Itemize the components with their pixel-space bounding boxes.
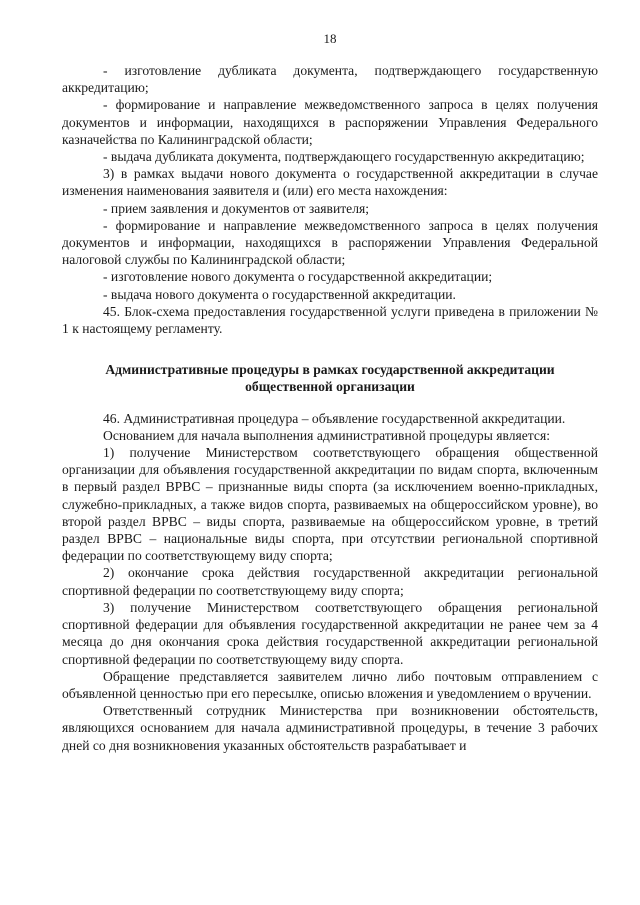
paragraph: 2) окончание срока действия государственной аккредитации региональной спортивной федерации по соответствующему виду спорта;	[62, 565, 598, 598]
paragraph: - формирование и направление межведомственного запроса в целях получения документов и информации, находящихся в распоряжении Управления Федеральной налоговой службы по Калининградской области;	[62, 217, 598, 268]
paragraph: 3) получение Министерством соответствующего обращения региональной спортивной федерации для объявления государственной аккредитации не ранее чем за 4 месяца до дня окончания срока действия государственной аккредитации региональной спортивной федерации по соответствующему виду спорта.	[62, 599, 598, 667]
section-heading: Административные процедуры в рамках государственной аккредитации общественной организации	[105, 362, 555, 395]
paragraph: Ответственный сотрудник Министерства при возникновении обстоятельств, являющихся основанием для начала административной процедуры, в течение 3 рабочих дней со дня возникновения указанных обстоятельств разрабатывает и	[62, 703, 598, 753]
paragraph: 45. Блок-схема предоставления государственной услуги приведена в приложении № 1 к настоящему регламенту.	[62, 303, 598, 337]
paragraph: Основанием для начала выполнения административной процедуры является:	[103, 427, 550, 443]
paragraph: - изготовление нового документа о государственной аккредитации;	[103, 269, 493, 285]
paragraph: - прием заявления и документов от заявителя;	[103, 200, 370, 216]
paragraph: - выдача нового документа о государственной аккредитации.	[103, 286, 456, 302]
page-number: 18	[323, 31, 337, 46]
paragraph: - формирование и направление межведомственного запроса в целях получения документов и информации, находящихся в распоряжении Управления Федерального казначейства по Калининградской области;	[62, 97, 598, 147]
paragraph: - выдача дубликата документа, подтверждающего государственную аккредитацию;	[103, 149, 585, 165]
paragraph: 46. Административная процедура – объявление государственной аккредитации.	[103, 410, 566, 426]
paragraph: Обращение представляется заявителем лично либо почтовым отправлением с объявленной ценностью при его пересылке, описью вложения и уведомлением о вручении.	[62, 668, 598, 701]
paragraph: - изготовление дубликата документа, подтверждающего государственную аккредитацию;	[62, 63, 598, 96]
paragraph: 3) в рамках выдачи нового документа о государственной аккредитации в случае изменения наименования заявителя и (или) его места нахождения:	[62, 166, 598, 199]
paragraph: 1) получение Министерством соответствующего обращения общественной организации для объявления государственной аккредитации по видам спорта, включенным в первый раздел ВРВС – признанные виды спорта (за исключением военно-прикладных, служебно-прикладных, а также видов спорта, развиваемых на общероссийском уровне), во второй раздел ВРВС – виды спорта, развиваемые на общероссийском уровне, в третий раздел ВРВС – национальные виды спорта, при отсутствии региональной спортивной федерации по соответствующему виду спорта;	[62, 445, 598, 564]
